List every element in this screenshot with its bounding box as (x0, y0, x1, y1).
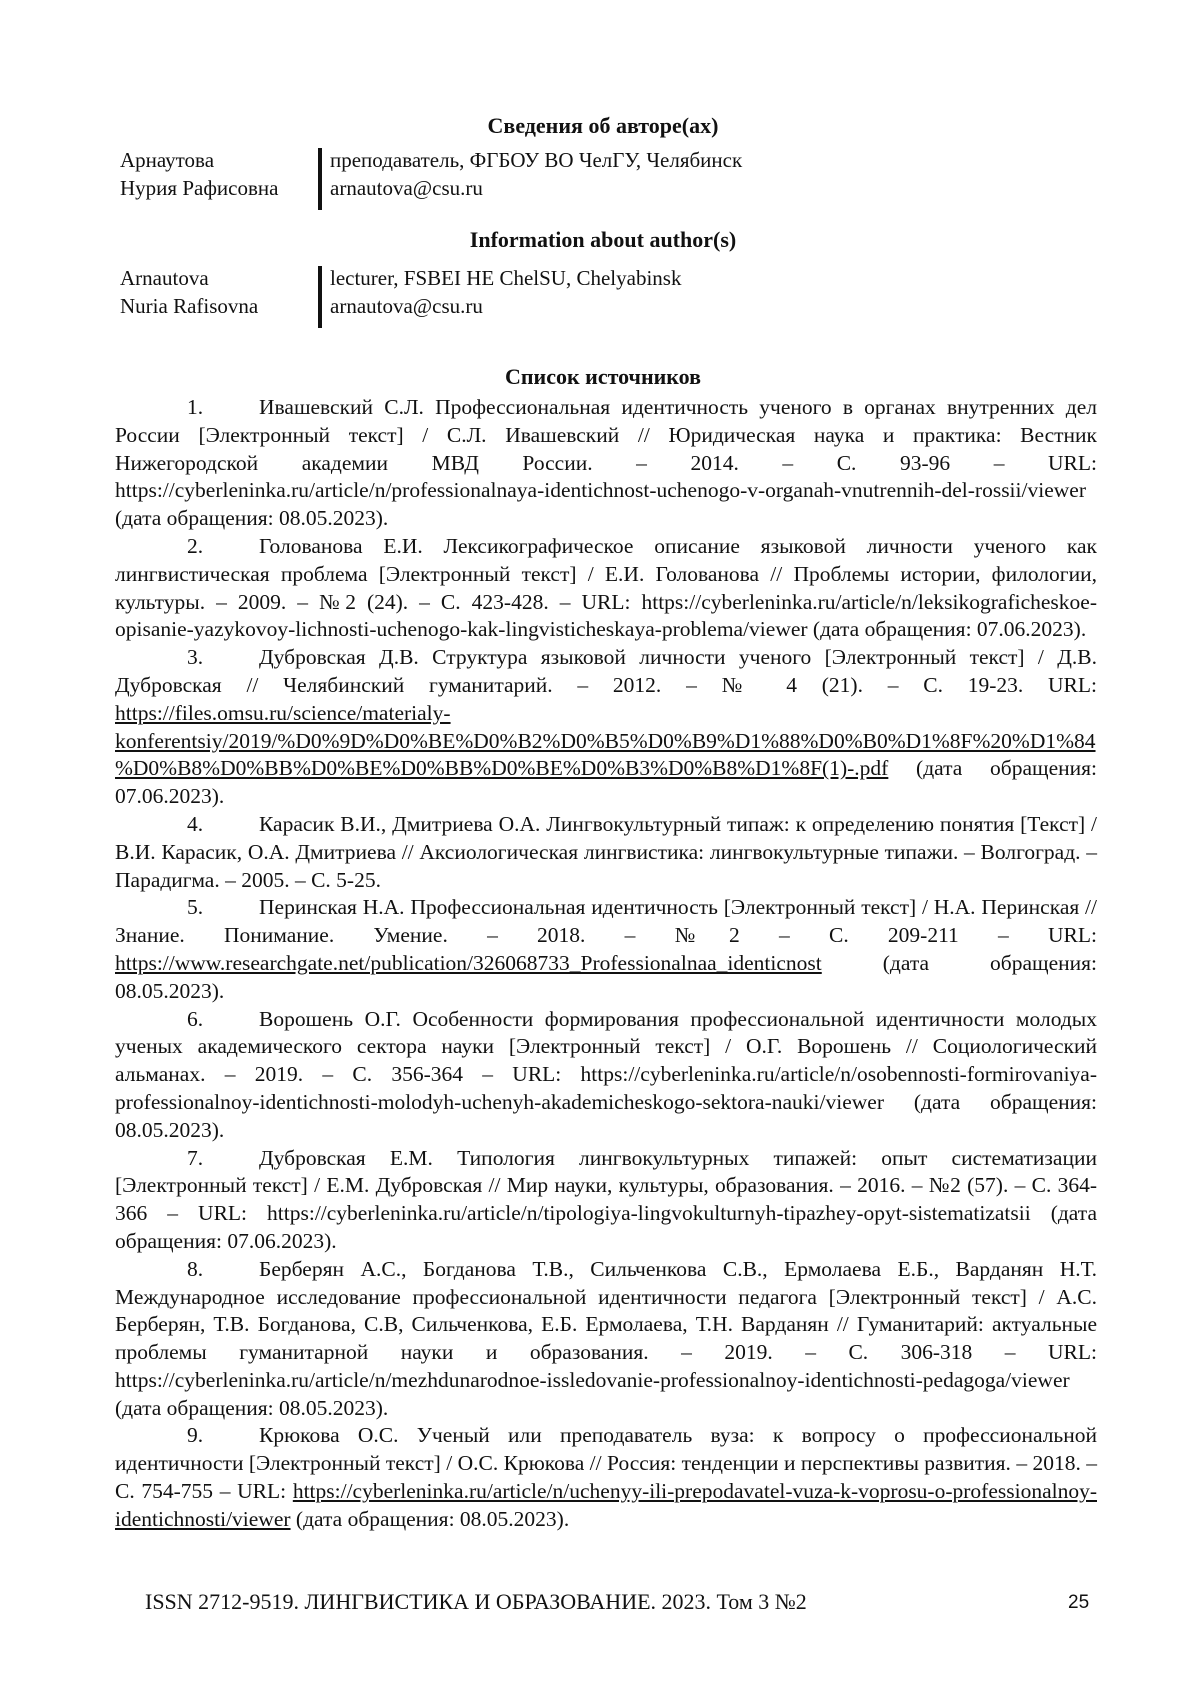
reference-text: Ивашевский С.Л. Профессиональная идентичность ученого в органах внутренних дел России [Электронный текст] / С.Л. Ивашевский // Юридическая наука и практика: Вестник Нижегородской академии МВД России. – 2014. – С. 93-96 – URL: https://cyberleninka.ru/article/n/professionalnaya-identichnost-uchenogo-v-organah-vnutrennih-del-rossii/viewer (дата обращения: 08.05.2023). (115, 395, 1097, 531)
reference-text: Голованова Е.И. Лексикографическое описание языковой личности ученого как лингвистическая проблема [Электронный текст] / Е.И. Голованова // Проблемы истории, филологии, культуры. – 2009. – №2 (24). – С. 423-428. – URL: https://cyberleninka.ru/article/n/leksikograficheskoe-opisanie-yazykovoy-lichnosti-uchenogo-kak-lingvisticheskaya-problema/viewer (дата обращения: 07.06.2023). (115, 533, 1097, 642)
reference-access-date: (дата обращения: 07.06.2023). (115, 756, 1097, 809)
author-email: arnautova@csu.ru (330, 294, 483, 318)
reference-list (115, 394, 1097, 1534)
author-surname: Arnautova (120, 266, 209, 290)
reference-number: 2. (187, 533, 204, 558)
sources-heading: Список источников (504, 364, 702, 389)
reference-item (115, 1256, 1097, 1423)
reference-number: 8. (187, 1256, 204, 1281)
author-name-ru (120, 146, 310, 202)
journal-footer: ISSN 2712-9519. ЛИНГВИСТИКА И ОБРАЗОВАНИЕ. 2023. Том 3 №2 (145, 1589, 807, 1614)
author-divider (318, 148, 322, 210)
reference-item (115, 1006, 1097, 1145)
reference-text: Ворошень О.Г. Особенности формирования профессиональной идентичности молодых ученых академического сектора науки [Электронный текст] / О.Г. Ворошень // Социологический альманах. – 2019. – С. 356-364 – URL: https://cyberleninka.ru/article/n/osobennosti-formirovaniya-professionalnoy-identichnosti-molodyh-uchenyh-akademicheskogo-sektora-nauki/viewer (дата обращения: 08.05.2023). (115, 1006, 1097, 1142)
reference-item (115, 1422, 1097, 1533)
reference-item (115, 644, 1097, 811)
reference-number: 7. (187, 1145, 204, 1170)
reference-link[interactable]: https://cyberleninka.ru/article/n/uchenyy-ili-prepodavatel-vuza-k-voprosu-o-professionalnoy-identichnosti/viewer (115, 1479, 1097, 1531)
reference-link[interactable]: https://www.researchgate.net/publication/326068733_Professionalnaa_identicnost (115, 950, 822, 975)
author-divider (318, 266, 322, 328)
reference-text: Берберян А.С., Богданова Т.В., Сильченкова С.В., Ермолаева Е.Б., Варданян Н.Т. Международное исследование профессиональной идентичности педагога [Электронный текст] / А.С. Берберян, Т.В. Богданова, С.В, Сильченкова, Е.Б. Ермолаева, Т.Н. Варданян // Гуманитарий: актуальные проблемы гуманитарной науки и образования. – 2019. – С. 306-318 – URL: https://cyberleninka.ru/article/n/mezhdunarodnoe-issledovanie-professionalnoy-identichnosti-pedagoga/viewer (дата обращения: 08.05.2023). (115, 1256, 1097, 1420)
page-number: 25 (1068, 1592, 1090, 1613)
author-position: lecturer, FSBEI HE ChelSU, Chelyabinsk (330, 266, 682, 290)
author-block-ru (120, 146, 1100, 208)
reference-item (115, 1145, 1097, 1256)
reference-item (115, 533, 1097, 644)
reference-item (115, 811, 1097, 894)
reference-number: 1. (187, 395, 204, 419)
reference-number: 5. (187, 895, 204, 920)
reference-item (115, 394, 1097, 533)
author-position: преподаватель, ФГБОУ ВО ЧелГУ, Челябинск (330, 148, 743, 172)
authors-heading-en: Information about author(s) (469, 227, 737, 252)
reference-access-date: (дата обращения: 08.05.2023). (290, 1506, 570, 1531)
author-given-names: Нурия Рафисовна (120, 176, 279, 200)
author-info-ru (330, 146, 742, 202)
reference-number: 6. (187, 1006, 204, 1031)
reference-text: Дубровская Д.В. Структура языковой личности ученого [Электронный текст] / Д.В. Дубровская // Челябинский гуманитарий. – 2012. – № 4 (21). – С. 19-23. URL: (115, 645, 1097, 697)
author-info-en (330, 264, 681, 320)
reference-item (115, 894, 1097, 1005)
author-block-en (120, 264, 1100, 326)
reference-text: Перинская Н.А. Профессиональная идентичность [Электронный текст] / Н.А. Перинская // Знание. Понимание. Умение. – 2018. – №2 – С. 209-211 – URL: (115, 895, 1097, 948)
authors-heading-ru: Сведения об авторе(ах) (487, 113, 719, 138)
reference-text: Карасик В.И., Дмитриева О.А. Лингвокультурный типаж: к определению понятия [Текст] / В.И. Карасик, О.А. Дмитриева // Аксиологическая лингвистика: лингвокультурные типажи. – Волгоград. – Парадигма. – 2005. – С. 5-25. (115, 811, 1097, 892)
reference-text: Крюкова О.С. Ученый или преподаватель вуза: к вопросу о профессиональной идентичности [Электронный текст] / О.С. Крюкова // Россия: тенденции и перспективы развития. – 2018. – С. 754-755 – URL: (115, 1423, 1097, 1504)
author-email: arnautova@csu.ru (330, 176, 483, 200)
reference-text: Дубровская Е.М. Типология лингвокультурных типажей: опыт систематизации [Электронный текст] / Е.М. Дубровская // Мир науки, культуры, образования. – 2016. – №2 (57). – С. 364-366 – URL: https://cyberleninka.ru/article/n/tipologiya-lingvokulturnyh-tipazhey-opyt-sistematizatsii (дата обращения: 07.06.2023). (115, 1145, 1097, 1253)
reference-link[interactable]: https://files.omsu.ru/science/materialy-konferentsiy/2019/%D0%9D%D0%BE%D0%B2%D0%B5%D0%B9%D1%88%D0%B0%D1%8F%20%D1%84%D0%B8%D0%BB%D0%BE%D0%BB%D0%BE%D0%B3%D0%B8%D1%8F(1)-.pdf (115, 700, 1096, 781)
reference-access-date: (дата обращения: 08.05.2023). (115, 950, 1097, 1003)
author-name-en (120, 264, 310, 320)
author-surname: Арнаутова (120, 148, 215, 172)
reference-number: 3. (187, 645, 204, 670)
reference-number: 9. (187, 1423, 204, 1448)
author-given-names: Nuria Rafisovna (120, 294, 259, 318)
reference-number: 4. (187, 811, 204, 836)
